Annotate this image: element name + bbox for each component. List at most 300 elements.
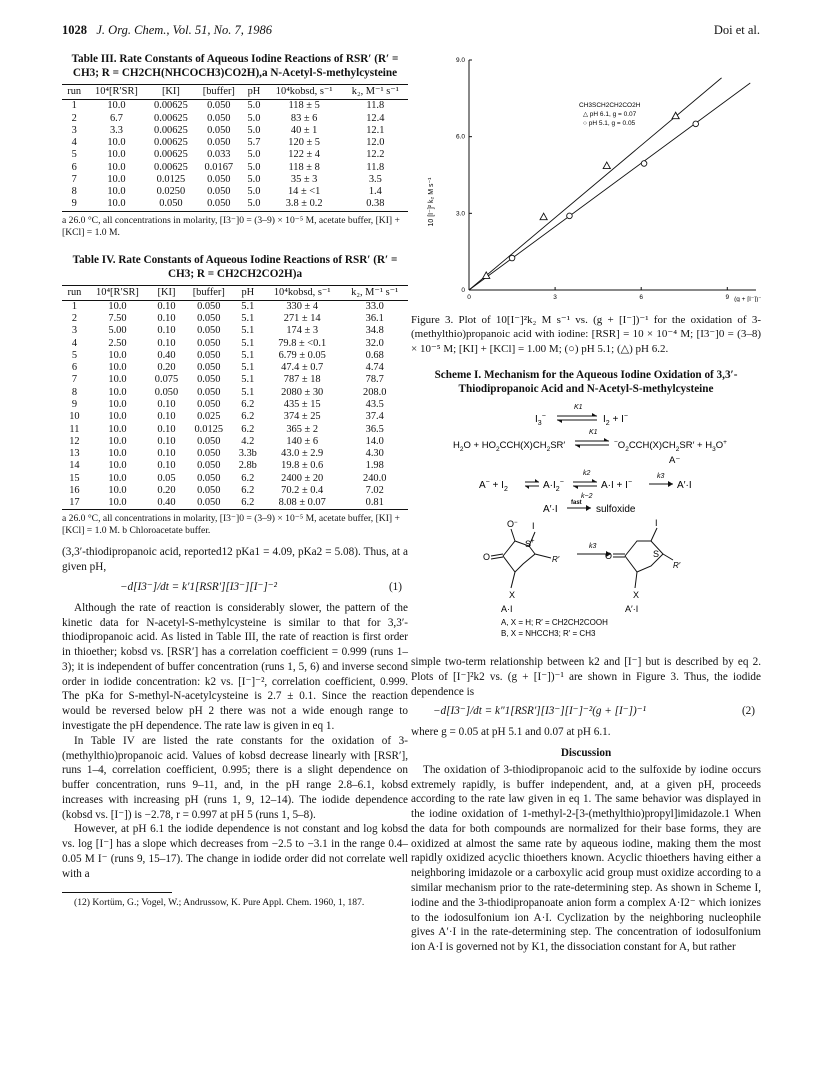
table-cell: 3.5 bbox=[368, 173, 382, 185]
table-cell: 0.050 bbox=[197, 484, 221, 496]
table-row bbox=[62, 460, 408, 472]
table-cell: 140 ± 6 bbox=[286, 435, 319, 447]
equation-1 bbox=[62, 580, 408, 595]
left-paragraph-3: However, at pH 6.1 the iodide dependence is not constant and log kobsd vs. log [I⁻] has a slope which decreases from −2.5 to −3.1 in the range 0.4–0.05 M I⁻ (runs 9, 15–17). The change in iodide order did not correlate well with a bbox=[62, 823, 408, 880]
k-label-K1b: K1 bbox=[589, 429, 598, 437]
table-cell: 5.1 bbox=[241, 362, 255, 374]
table-cell: 5.0 bbox=[247, 149, 261, 161]
equation-1-number: (1) bbox=[388, 580, 402, 593]
table-cell: 6.79 ± 0.05 bbox=[278, 349, 326, 361]
k-label-k2: k2 bbox=[583, 470, 591, 478]
figure3-chart bbox=[411, 52, 761, 302]
reference-12: (12) Kortüm, G.; Vogel, W.; Andrussow, K. Pure Appl. Chem. 1960, 1, 187. bbox=[74, 896, 365, 908]
table-cell: 0.050 bbox=[197, 386, 221, 398]
table-cell: 78.7 bbox=[365, 374, 384, 386]
table-cell: 0.0250 bbox=[156, 186, 186, 198]
equation-2-body: −d[I3⁻]/dt = k″1[RSR′][I3⁻][I⁻]⁻²(g + [I⁻])⁻¹ bbox=[433, 705, 646, 718]
table-cell: 10.0 bbox=[108, 472, 127, 484]
table-header-cell: [KI] bbox=[146, 85, 195, 100]
table-cell: 0.050 bbox=[207, 186, 231, 198]
table-header-cell: [buffer] bbox=[185, 285, 233, 300]
table-cell: 1 bbox=[71, 100, 77, 112]
table-cell: 0.050 bbox=[197, 325, 221, 337]
table-row bbox=[62, 399, 408, 411]
table-cell: 0.050 bbox=[197, 448, 221, 460]
table-cell: 9 bbox=[62, 198, 86, 211]
y-tick-label: 6.0 bbox=[455, 133, 465, 141]
table-cell: 10.0 bbox=[108, 435, 127, 447]
table-cell: 5.1 bbox=[241, 300, 255, 312]
table-cell: 0.00625 bbox=[154, 124, 188, 136]
table-cell: 5.0 bbox=[247, 186, 261, 198]
page-header-authors: Doi et al. bbox=[713, 23, 760, 37]
data-point-triangle bbox=[672, 112, 679, 119]
table-cell: 10.0 bbox=[107, 186, 126, 198]
table-cell: 271 ± 14 bbox=[283, 313, 321, 325]
table-cell: 10.0 bbox=[107, 149, 126, 161]
table-cell: 0.10 bbox=[157, 399, 176, 411]
table-cell: 4.30 bbox=[365, 448, 384, 460]
table-cell: 6.2 bbox=[241, 411, 255, 423]
scheme-a-minus: A⁻ bbox=[669, 455, 681, 467]
legend-entry-circle: ○ pH 5.1, g = 0.05 bbox=[583, 120, 636, 127]
table-cell: 0.10 bbox=[157, 423, 176, 435]
page-header-left bbox=[62, 22, 272, 39]
table3 bbox=[62, 84, 408, 212]
table-row bbox=[62, 350, 408, 362]
table-cell: 0.050 bbox=[197, 435, 221, 447]
table-cell: 36.1 bbox=[365, 313, 384, 325]
scheme-r2-right: $^-O_2CCH(X)CH_2SR' + H_3O^+$ bbox=[614, 439, 727, 454]
table-cell: 7.50 bbox=[108, 313, 127, 325]
table-cell: 6.7 bbox=[109, 112, 123, 124]
table-row bbox=[62, 198, 408, 211]
table-cell: 0.050 bbox=[197, 337, 221, 349]
table-cell: 10.0 bbox=[108, 300, 127, 312]
table-cell: 0.38 bbox=[343, 198, 408, 211]
table-cell: 47.4 ± 0.7 bbox=[281, 362, 324, 374]
table-cell: 13 bbox=[69, 448, 80, 460]
table-cell: 10.0 bbox=[108, 362, 127, 374]
table-cell: 1.4 bbox=[368, 186, 382, 198]
table-cell: 120 ± 5 bbox=[288, 137, 320, 149]
table-cell: 14 ± <1 bbox=[287, 186, 321, 198]
table-row bbox=[62, 448, 408, 460]
table-cell: 3 bbox=[71, 124, 77, 136]
scheme1-caption: Scheme I. Mechanism for the Aqueous Iodine Oxidation of 3,3′-Thiodipropanoic Acid and N-Acetyl-S-methylcysteine bbox=[434, 369, 738, 396]
table-cell: 10.0 bbox=[107, 161, 126, 173]
table-cell: 12.4 bbox=[366, 112, 385, 124]
table-cell: 7.02 bbox=[365, 484, 384, 496]
table-cell: 10.0 bbox=[108, 374, 127, 386]
label-ai: A·I bbox=[501, 604, 513, 615]
table-row bbox=[62, 338, 408, 350]
y-tick-label: 0 bbox=[461, 287, 465, 294]
table-cell: 4.2 bbox=[241, 435, 255, 447]
data-point-circle bbox=[509, 255, 515, 261]
table-row bbox=[62, 186, 408, 198]
table-cell: 8 bbox=[71, 386, 78, 398]
table-cell: 33.0 bbox=[365, 300, 384, 312]
scheme-r2-left: $H_2O + HO_2CCH(X)CH_2SR'$ bbox=[453, 440, 566, 454]
table-row bbox=[62, 137, 408, 149]
table-cell: 0.025 bbox=[197, 411, 221, 423]
table-cell: 208.0 bbox=[363, 386, 387, 398]
table-cell: 70.2 ± 0.4 bbox=[281, 484, 324, 496]
table-row bbox=[62, 100, 408, 113]
table-cell: 0.050 bbox=[197, 374, 221, 386]
table-cell: 118 ± 8 bbox=[288, 161, 320, 173]
scheme1-diagram bbox=[411, 396, 761, 646]
table-row bbox=[62, 387, 408, 399]
table4 bbox=[62, 285, 408, 511]
table-cell: 10.0 bbox=[108, 399, 127, 411]
scheme-r4-left: A′·I bbox=[543, 504, 558, 516]
left-paragraph-1: Although the rate of reaction is considerably slower, the pattern of the kinetic data for N-acetyl-S-methylcysteine is similar to that for 3,3′-thiodipropanoic acid. As listed in Table III, the rate of reaction is first order in thioether; kobsd vs. [RSR′] has a correlation coefficient = 0.999 (runs 1–3); it is independent of buffer concentration (runs 1, 5, 6) and inverse second order in iodide concentration: k2 vs. [I⁻]⁻², correlation coefficient, 0.999. The pKa for S-methyl-N-acetylcysteine is 2.7 ± 0.1. Since the reaction would be reversed below pH 2 there was not a wide enough range to investigate the pH dependence. The rate law is given in eq 1. bbox=[62, 601, 408, 732]
scheme-i3: $I_3^-$ bbox=[535, 413, 546, 428]
table-cell: 10 bbox=[69, 411, 80, 423]
table-cell: 1.98 bbox=[365, 460, 384, 472]
table-cell: 43.5 bbox=[365, 399, 384, 411]
footnote-rule bbox=[62, 892, 172, 893]
table-cell: 6.2 bbox=[233, 497, 263, 510]
table-header-cell: 10⁴[R′SR] bbox=[87, 285, 148, 300]
table-cell: 6.2 bbox=[241, 399, 255, 411]
table-cell: 35 ± 3 bbox=[290, 173, 318, 185]
x-tick-label: 3 bbox=[553, 294, 557, 301]
atom-i-right: I bbox=[655, 518, 658, 529]
table-cell: 0.050 bbox=[154, 386, 179, 398]
table-cell: 2.8b bbox=[238, 460, 257, 472]
table-cell: 10.0 bbox=[107, 137, 126, 149]
data-point-circle bbox=[693, 121, 699, 127]
table-cell: 14.0 bbox=[365, 435, 384, 447]
table-cell: 365 ± 2 bbox=[286, 423, 319, 435]
table-cell: 6.2 bbox=[241, 423, 255, 435]
table-cell: 12.1 bbox=[366, 124, 385, 136]
table3-caption: Table III. Rate Constants of Aqueous Iodine Reactions of RSR′ (R′ = CH3; R = CH2CH(NHCOCH3)CO2H),a N-Acetyl-S-methylcysteine bbox=[71, 53, 399, 79]
y-axis-label: 10 [I⁻]² k₂ M s⁻¹ bbox=[428, 177, 435, 227]
table-row bbox=[62, 313, 408, 325]
table-header-cell: run bbox=[62, 285, 87, 300]
journal-citation: J. Org. Chem., Vol. 51, No. 7, 1986 bbox=[96, 23, 272, 37]
table-header-cell: pH bbox=[233, 285, 263, 300]
table-cell: 5.0 bbox=[247, 124, 261, 136]
table-header-cell: k₂, M⁻¹ s⁻¹ bbox=[343, 85, 408, 100]
section-heading-discussion: Discussion bbox=[560, 747, 612, 760]
label-a-prime-i: A′·I bbox=[625, 604, 639, 615]
structure-right bbox=[613, 528, 673, 588]
table-cell: 12.2 bbox=[366, 149, 385, 161]
table4-caption: Table IV. Rate Constants of Aqueous Iodine Reactions of RSR′ (R′ = CH3; R = CH2CH2CO2H)a bbox=[72, 253, 398, 280]
atom-x-right: X bbox=[633, 590, 640, 601]
table-row bbox=[62, 436, 408, 448]
table-cell: 10.0 bbox=[108, 349, 127, 361]
table-cell: 0.68 bbox=[365, 349, 384, 361]
scheme-products-1: $I_2 + I^-$ bbox=[603, 413, 628, 428]
atom-i-left: I bbox=[532, 521, 535, 532]
table-row bbox=[62, 411, 408, 423]
table-cell: 0.00625 bbox=[154, 149, 188, 161]
table-cell: 17 bbox=[62, 497, 87, 510]
atom-s-right: S bbox=[653, 549, 660, 560]
table-cell: 5.1 bbox=[241, 349, 255, 361]
table-cell: 11.8 bbox=[366, 100, 385, 112]
table-cell: 10.0 bbox=[108, 460, 127, 472]
k-label-K1a: K1 bbox=[574, 404, 583, 412]
table-cell: 8.08 ± 0.07 bbox=[263, 497, 342, 510]
fit-line-triangle bbox=[469, 78, 722, 290]
scheme-r3-a: $A^- + I_2$ bbox=[479, 479, 508, 494]
table-cell: 0.075 bbox=[154, 374, 179, 386]
table-cell: 0.050 bbox=[197, 349, 221, 361]
table-cell: 0.033 bbox=[207, 149, 231, 161]
table-cell: 0.050 bbox=[207, 112, 231, 124]
table-cell: 10.0 bbox=[107, 173, 126, 185]
right-paragraph-3: The oxidation of 3-thiodipropanoic acid to the sulfoxide by iodine occurs extremely rapidly, is buffer independent, and, at a given pH, proceeds according to the rate law given in eq 1. The same behavior was displayed in the iodine oxidation of 1-methyl-2-[3-(methylthio)propyl]imidazole.1 When the data for both compounds are normalized for their base forms, they are oxidized at almost the same rate by aqueous iodine, making them the most rapidly oxidized acyclic thioethers known. Acyclic thioethers having either a neighboring imidazole or a carboxylic acid group must oxidize according to a similar mechanism prior to the rate-determining step. As shown in Scheme I, iodine and the 3-thiodipropanoate anion form a complex A·I2⁻ which ionizes to the iodosulfonium ion A·I. Cyclization by the neighboring nucleophile gives A′·I in the rate-determining step. The concentration of iodosulfonium ion A·I is governed not by K1, the dissociation constant for A, but rather bbox=[411, 763, 761, 954]
table-cell: 4 bbox=[71, 337, 78, 349]
table-row bbox=[62, 113, 408, 125]
table-row bbox=[62, 374, 408, 386]
table-cell: 10.0 bbox=[108, 411, 127, 423]
table-cell: 0.0125 bbox=[156, 173, 186, 185]
atom-s-left: S+ bbox=[525, 539, 535, 550]
table-cell: 1 bbox=[71, 300, 78, 312]
table-cell: 0.10 bbox=[157, 325, 176, 337]
table-cell: 7 bbox=[71, 173, 77, 185]
table-cell: 0.0125 bbox=[194, 423, 224, 435]
table-cell: 118 ± 5 bbox=[288, 100, 320, 112]
table-cell: 5.1 bbox=[241, 337, 255, 349]
scheme-r3-product: A′·I bbox=[677, 480, 692, 492]
table-row bbox=[62, 424, 408, 436]
table-cell: 0.050 bbox=[197, 300, 221, 312]
table-cell: 5 bbox=[71, 149, 77, 161]
table-cell: 0.050 bbox=[207, 173, 231, 185]
table-cell: 5.0 bbox=[242, 198, 265, 211]
table-cell: 0.81 bbox=[341, 497, 408, 510]
table-header-cell: 10⁴[R′SR] bbox=[86, 85, 146, 100]
data-point-circle bbox=[567, 213, 573, 219]
table-cell: 0.0167 bbox=[204, 161, 234, 173]
table-cell: 10.0 bbox=[86, 198, 146, 211]
table-row bbox=[62, 125, 408, 137]
table-cell: 37.4 bbox=[365, 411, 384, 423]
y-tick-label: 3.0 bbox=[455, 210, 465, 218]
table-cell: 36.5 bbox=[365, 423, 384, 435]
data-point-circle bbox=[641, 161, 647, 167]
table-cell: 2080 ± 30 bbox=[281, 386, 324, 398]
table-cell: 40 ± 1 bbox=[290, 124, 318, 136]
table-cell: 5.0 bbox=[247, 161, 261, 173]
table-cell: 0.10 bbox=[157, 313, 176, 325]
table-cell: 5.7 bbox=[247, 137, 261, 149]
table-cell: 0.10 bbox=[157, 460, 176, 472]
table-cell: 10.0 bbox=[108, 448, 127, 460]
table-row bbox=[62, 325, 408, 337]
table-header-cell: run bbox=[62, 85, 86, 100]
figure3-caption: Figure 3. Plot of 10[I⁻]²k₂ M s⁻¹ vs. (g + [I⁻])⁻¹ for the oxidation of 3-(methylthio)propanoic acid with iodine: [RSR] = 10 × 10⁻⁴ M; [I3⁻]0 = (3–8) × 10⁻⁵ M; [KI] + [KCl] = 1.00 M; (○) pH 5.1; (△) pH 6.2. bbox=[411, 313, 761, 355]
table-cell: 0.050 bbox=[146, 198, 195, 211]
table-cell: 0.050 bbox=[207, 124, 231, 136]
table-row bbox=[62, 300, 408, 313]
table-cell: 0.20 bbox=[157, 362, 176, 374]
table-row bbox=[62, 174, 408, 186]
legend-title: CH3SCH2CH2CO2H bbox=[579, 102, 641, 109]
table-cell: 787 ± 18 bbox=[283, 374, 321, 386]
structure-left bbox=[491, 529, 551, 588]
k-label-k3a: k3 bbox=[657, 473, 665, 481]
table-cell: 34.8 bbox=[365, 325, 384, 337]
table4-footnote: a 26.0 °C, all concentrations in molarity, [I3⁻]0 = (3–9) × 10⁻⁵ M, acetate buffer, [KI] + [KCl] = 1.0 M. b Chloroacetate buffer. bbox=[62, 513, 400, 537]
table-cell: 0.10 bbox=[157, 337, 176, 349]
k-label-k3b: k3 bbox=[589, 543, 597, 551]
scheme-sulfoxide-label: sulfoxide bbox=[596, 504, 636, 516]
table-cell: 0.050 bbox=[185, 497, 233, 510]
table-cell: 83 ± 6 bbox=[290, 112, 318, 124]
table-cell: 11.8 bbox=[366, 161, 385, 173]
table-cell: 0.05 bbox=[157, 472, 176, 484]
table-row bbox=[62, 362, 408, 374]
table-cell: 14 bbox=[69, 460, 80, 472]
table-cell: 3.3b bbox=[238, 448, 257, 460]
table-cell: 10.0 bbox=[87, 497, 148, 510]
table-cell: 4.74 bbox=[365, 362, 384, 374]
table-cell: 5.0 bbox=[247, 112, 261, 124]
x-tick-label: 9 bbox=[725, 294, 730, 301]
table-cell: 4 bbox=[71, 137, 77, 149]
scheme-r3-ai: A·I + I− bbox=[601, 479, 633, 492]
table-row bbox=[62, 485, 408, 497]
table-cell: 0.00625 bbox=[154, 137, 188, 149]
equation-1-body: −d[I3⁻]/dt = k′1[RSR′][I3⁻][I⁻]⁻² bbox=[120, 580, 277, 593]
table-cell: 240.0 bbox=[363, 472, 387, 484]
equation-2-number: (2) bbox=[741, 705, 755, 718]
table-cell: 12.0 bbox=[366, 137, 385, 149]
data-point-triangle bbox=[540, 213, 547, 220]
table-cell: 2 bbox=[71, 313, 78, 325]
table-cell: 0.050 bbox=[207, 137, 231, 149]
table-header-cell: 10⁴kobsd, s⁻¹ bbox=[263, 285, 342, 300]
table-cell: 19.8 ± 0.6 bbox=[281, 460, 324, 472]
table-cell: 5.1 bbox=[241, 325, 255, 337]
atom-r-left: R′ bbox=[552, 555, 560, 565]
x-axis-label: (g + [I⁻])⁻¹ bbox=[734, 296, 761, 302]
table-cell: 0.40 bbox=[148, 497, 185, 510]
table-cell: 435 ± 15 bbox=[283, 399, 321, 411]
table-cell: 3.8 ± 0.2 bbox=[266, 198, 343, 211]
table-cell: 5.1 bbox=[241, 313, 255, 325]
table-cell: 374 ± 25 bbox=[283, 411, 321, 423]
table-cell: 0.050 bbox=[195, 198, 242, 211]
right-paragraph-2: where g = 0.05 at pH 5.1 and 0.07 at pH 6.1. bbox=[411, 726, 611, 739]
atom-ominus-left: O− bbox=[507, 519, 518, 530]
table-cell: 0.10 bbox=[157, 435, 176, 447]
table-cell: 0.00625 bbox=[154, 100, 188, 112]
table-cell: 0.20 bbox=[157, 484, 176, 496]
table-header-cell: k₂, M⁻¹ s⁻¹ bbox=[341, 285, 408, 300]
table-cell: 0.050 bbox=[197, 399, 221, 411]
table-cell: 2400 ± 20 bbox=[281, 472, 324, 484]
y-tick-label: 9.0 bbox=[455, 57, 465, 64]
atom-o-right: O bbox=[605, 551, 613, 562]
table-cell: 3.3 bbox=[109, 124, 123, 136]
table-cell: 174 ± 3 bbox=[286, 325, 319, 337]
table-cell: 5.1 bbox=[241, 386, 255, 398]
table-cell: 6 bbox=[71, 161, 77, 173]
right-paragraph-1: simple two-term relationship between k2 and [I⁻] but is described by eq 2. Plots of [I⁻]²k2 vs. (g + [I⁻])⁻¹ are shown in Figure 3. Thus, the iodide dependence is bbox=[411, 656, 761, 698]
table-cell: 0.40 bbox=[157, 349, 176, 361]
table-header-cell: [buffer] bbox=[195, 85, 242, 100]
table-header-cell: pH bbox=[242, 85, 265, 100]
k-label-k-2: k−2 bbox=[581, 493, 593, 501]
scheme-r3-complex: $A\cdot I_2^-$ bbox=[543, 479, 564, 494]
table-cell: 2.50 bbox=[108, 337, 127, 349]
left-paragraph-2: In Table IV are listed the rate constants for the oxidation of 3-(methylthio)propanoic acid. Values of kobsd decrease linearly with [RSR′], runs 1–4, correlation coefficient, 0.995; there is a slight dependence on buffer concentration, runs 9–11, and, in the pH range 2.8–6.1, kobsd increases with increasing pH (runs 1, 9, 12–14). The iodide dependence (kobsd vs. [I⁻]) is −2.78, r = 0.997 at pH 5 (runs 1, 5–8). bbox=[62, 734, 408, 821]
table-cell: 15 bbox=[69, 472, 80, 484]
left-column bbox=[62, 52, 408, 909]
table-cell: 12 bbox=[69, 435, 80, 447]
table-cell: 0.00625 bbox=[154, 161, 188, 173]
key-b: B, X = NHCCH3; R′ = CH3 bbox=[501, 629, 596, 639]
table3-footnote: a 26.0 °C, all concentrations in molarity, [I3⁻]0 = (3–9) × 10⁻⁵ M, acetate buffer, [KI] + [KCl] = 1.0 M. bbox=[62, 214, 400, 238]
table-cell: 0.050 bbox=[197, 472, 221, 484]
key-a: A, X = H; R′ = CH2CH2COOH bbox=[501, 618, 608, 628]
table-cell: 0.10 bbox=[157, 411, 176, 423]
table-cell: 43.0 ± 2.9 bbox=[281, 448, 324, 460]
table-cell: 8 bbox=[71, 186, 77, 198]
table-cell: 0.10 bbox=[157, 300, 176, 312]
atom-o-left: O bbox=[483, 552, 491, 563]
table-cell: 10.0 bbox=[108, 386, 127, 398]
table-cell: 9 bbox=[71, 399, 78, 411]
table-header-cell: 10⁴kobsd, s⁻¹ bbox=[266, 85, 343, 100]
table-cell: 5.1 bbox=[241, 374, 255, 386]
table-cell: 5 bbox=[71, 349, 78, 361]
page-number: 1028 bbox=[62, 23, 87, 37]
table-cell: 330 ± 4 bbox=[286, 300, 319, 312]
k-label-fast: fast bbox=[571, 500, 582, 507]
table-cell: 0.00625 bbox=[154, 112, 188, 124]
table-cell: 6 bbox=[71, 362, 78, 374]
table-cell: 0.050 bbox=[207, 100, 231, 112]
legend-entry-triangle: △ pH 6.1, g = 0.07 bbox=[583, 111, 637, 118]
table-cell: 5.0 bbox=[247, 173, 261, 185]
table-cell: 5.0 bbox=[247, 100, 261, 112]
table-cell: 5.00 bbox=[108, 325, 127, 337]
left-paragraph-0: (3,3′-thiodipropanoic acid, reported12 pKa1 = 4.09, pKa2 = 5.08). Thus, at a given pH, bbox=[62, 546, 408, 574]
table-cell: 0.050 bbox=[197, 460, 221, 472]
table-cell: 79.8 ± <0.1 bbox=[278, 337, 327, 349]
table-row bbox=[62, 473, 408, 485]
table-row bbox=[62, 497, 408, 510]
table-cell: 7 bbox=[71, 374, 78, 386]
table-cell: 122 ± 4 bbox=[288, 149, 320, 161]
table-cell: 0.050 bbox=[197, 313, 221, 325]
table-header-cell: [KI] bbox=[148, 285, 185, 300]
table-cell: 0.050 bbox=[197, 362, 221, 374]
data-point-triangle bbox=[603, 162, 610, 169]
x-tick-label: 0 bbox=[467, 294, 471, 301]
table-cell: 6.2 bbox=[241, 484, 255, 496]
table-row bbox=[62, 162, 408, 174]
table-cell: 3 bbox=[71, 325, 78, 337]
atom-r-right: R′ bbox=[673, 561, 681, 571]
table-cell: 2 bbox=[71, 112, 77, 124]
table-cell: 10.0 bbox=[108, 423, 127, 435]
x-tick-label: 6 bbox=[639, 294, 644, 301]
table-row bbox=[62, 149, 408, 161]
